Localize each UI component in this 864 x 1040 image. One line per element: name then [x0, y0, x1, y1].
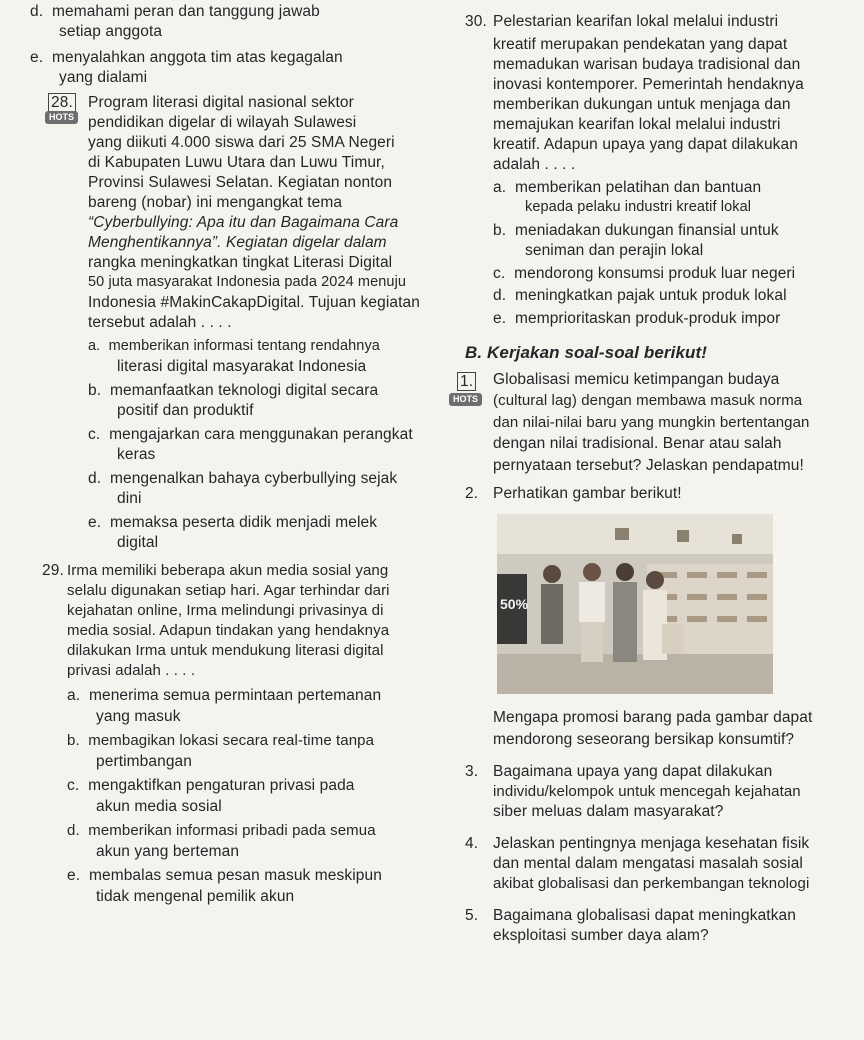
q29-option-b[interactable]: b. membagikan lokasi secara real-time tanpa — [67, 732, 375, 749]
q30-option-a[interactable]: a. memberikan pelatihan dan bantuan — [493, 179, 762, 196]
q30-line: memajukan kearifan lokal melalui industri — [493, 116, 781, 133]
q29-option-b-cont: pertimbangan — [96, 753, 192, 770]
q28-line: yang diikuti 4.000 siswa dari 25 SMA Negeri — [88, 134, 395, 151]
q27-option-d-cont: setiap anggota — [59, 23, 163, 40]
essay-1-number: 1. — [457, 372, 476, 391]
q29-line: privasi adalah . . . . — [67, 662, 196, 679]
essay-5-number: 5. — [465, 907, 479, 924]
q27-option-e[interactable]: e. menyalahkan anggota tim atas kegagalan — [30, 49, 343, 66]
q28-option-b-cont: positif dan produktif — [117, 402, 254, 419]
essay-1-line: dan nilai-nilai baru yang mungkin bertentangan — [493, 414, 810, 431]
q29-line: selalu digunakan setiap hari. Agar terhindar dari — [67, 582, 390, 599]
q30-line: Pelestarian kearifan lokal melalui industri — [493, 13, 779, 30]
q28-line: bareng (nobar) ini mengangkat tema — [88, 194, 343, 211]
essay-5-line: Bagaimana globalisasi dapat meningkatkan — [493, 907, 797, 924]
q28-option-d[interactable]: d. mengenalkan bahaya cyberbullying sejak — [88, 470, 398, 487]
q28-option-a-cont: literasi digital masyarakat Indonesia — [117, 358, 367, 375]
q30-option-c[interactable]: c. mendorong konsumsi produk luar negeri — [493, 265, 796, 282]
essay-4-line: Jelaskan pentingnya menjaga kesehatan fisik — [493, 835, 810, 852]
hots-badge: HOTS — [45, 111, 78, 124]
essay-2-number: 2. — [465, 485, 479, 502]
q29-option-e[interactable]: e. membalas semua pesan masuk meskipun — [67, 867, 382, 884]
q29-option-c[interactable]: c. mengaktifkan pengaturan privasi pada — [67, 777, 355, 794]
q29-line: dilakukan Irma untuk mendukung literasi digital — [67, 642, 384, 659]
essay-5-line: eksploitasi sumber daya alam? — [493, 927, 709, 944]
q28-line: Menghentikannya”. Kegiatan digelar dalam — [88, 234, 387, 251]
q29-line: media sosial. Adapun tindakan yang hendaknya — [67, 622, 390, 639]
essay-1-line: (cultural lag) dengan membawa masuk norma — [493, 392, 803, 409]
essay-2-line: Perhatikan gambar berikut! — [493, 485, 682, 502]
q30-line: memberikan dukungan untuk menjaga dan — [493, 96, 791, 113]
q30-line: memadukan warisan budaya tradisional dan — [493, 56, 801, 73]
q29-line: kejahatan online, Irma melindungi privasinya di — [67, 602, 384, 619]
q28-option-c[interactable]: c. mengajarkan cara menggunakan perangkat — [88, 426, 413, 443]
q30-line: kreatif merupakan pendekatan yang dapat — [493, 36, 788, 53]
essay-1-line: dengan nilai tradisional. Benar atau salah — [493, 435, 782, 452]
section-b-heading: B. Kerjakan soal-soal berikut! — [465, 343, 708, 362]
q28-line: 50 juta masyarakat Indonesia pada 2024 menuju — [88, 274, 407, 290]
essay-4-line: akibat globalisasi dan perkembangan teknologi — [493, 875, 810, 892]
mall-promotion-photo — [497, 514, 773, 694]
q30-option-b[interactable]: b. meniadakan dukungan finansial untuk — [493, 222, 779, 239]
mall-scene-illustration — [497, 514, 773, 694]
sale-sign-text: 50% — [500, 596, 529, 612]
essay-2-line: Mengapa promosi barang pada gambar dapat — [493, 709, 813, 726]
q29-number: 29. — [42, 562, 64, 579]
q29-option-d-cont: akun yang berteman — [96, 843, 240, 860]
essay-4-line: dan mental dalam mengatasi masalah sosial — [493, 855, 803, 872]
q28-line: rangka meningkatkan tingkat Literasi Digital — [88, 254, 393, 271]
q29-option-d[interactable]: d. memberikan informasi pribadi pada semua — [67, 822, 376, 839]
q28-option-c-cont: keras — [117, 446, 156, 463]
q30-option-b-cont: seniman dan perajin lokal — [525, 242, 704, 259]
essay-3-number: 3. — [465, 763, 479, 780]
q28-line: Provinsi Sulawesi Selatan. Kegiatan nonton — [88, 174, 393, 191]
q28-option-e[interactable]: e. memaksa peserta didik menjadi melek — [88, 514, 378, 531]
hots-badge: HOTS — [449, 393, 482, 406]
q29-option-a[interactable]: a. menerima semua permintaan pertemanan — [67, 687, 382, 704]
q29-line: Irma memiliki beberapa akun media sosial yang — [67, 562, 389, 579]
q28-line: Indonesia #MakinCakapDigital. Tujuan kegiatan — [88, 294, 420, 311]
q28-option-a[interactable]: a. memberikan informasi tentang rendahnya — [88, 338, 380, 354]
q28-option-b[interactable]: b. memanfaatkan teknologi digital secara — [88, 382, 379, 399]
essay-1-line: Globalisasi memicu ketimpangan budaya — [493, 371, 780, 388]
q30-line: adalah . . . . — [493, 156, 576, 173]
q28-line: di Kabupaten Luwu Utara dan Luwu Timur, — [88, 154, 385, 171]
q28-line: Program literasi digital nasional sektor — [88, 94, 354, 111]
q30-option-e[interactable]: e. memprioritaskan produk-produk impor — [493, 310, 781, 327]
q29-option-a-cont: yang masuk — [96, 708, 181, 725]
q30-option-d[interactable]: d. meningkatkan pajak untuk produk lokal — [493, 287, 787, 304]
essay-4-number: 4. — [465, 835, 479, 852]
q28-line: pendidikan digelar di wilayah Sulawesi — [88, 114, 357, 131]
essay-3-line: siber meluas dalam masyarakat? — [493, 803, 724, 820]
q27-option-e-cont: yang dialami — [59, 69, 148, 86]
essay-3-line: individu/kelompok untuk mencegah kejahatan — [493, 783, 801, 800]
essay-2-line: mendorong seseorang bersikap konsumtif? — [493, 731, 795, 748]
q29-option-c-cont: akun media sosial — [96, 798, 222, 815]
q28-number: 28. — [48, 93, 76, 112]
q28-line: tersebut adalah . . . . — [88, 314, 232, 331]
q30-option-a-cont: kepada pelaku industri kreatif lokal — [525, 199, 752, 215]
q29-option-e-cont: tidak mengenal pemilik akun — [96, 888, 295, 905]
q30-line: inovasi kontemporer. Pemerintah hendaknya — [493, 76, 804, 93]
q28-option-d-cont: dini — [117, 490, 142, 507]
essay-1-line: pernyataan tersebut? Jelaskan pendapatmu! — [493, 457, 804, 474]
q30-number: 30. — [465, 13, 487, 30]
essay-3-line: Bagaimana upaya yang dapat dilakukan — [493, 763, 773, 780]
q28-option-e-cont: digital — [117, 534, 159, 551]
q28-line: “Cyberbullying: Apa itu dan Bagaimana Cara — [88, 214, 399, 231]
q30-line: kreatif. Adapun upaya yang dapat dilakukan — [493, 136, 798, 153]
q27-option-d[interactable]: d. memahami peran dan tanggung jawab — [30, 3, 320, 20]
